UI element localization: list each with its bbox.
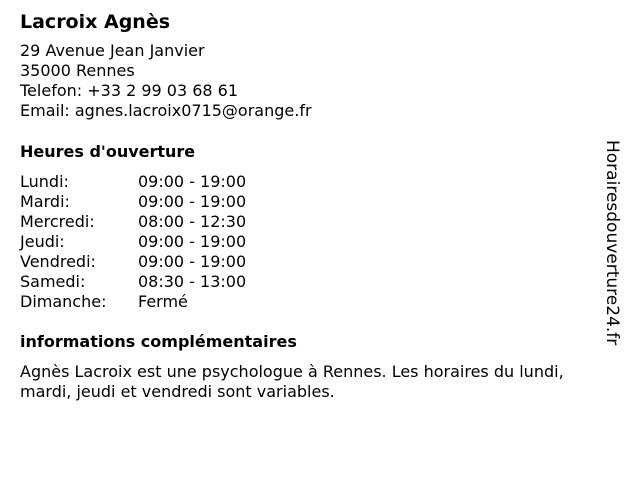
hours-time: 09:00 - 19:00 bbox=[138, 172, 247, 191]
hours-row-thursday bbox=[20, 232, 620, 252]
address-line-2: 35000 Rennes bbox=[20, 61, 135, 80]
hours-row-friday bbox=[20, 252, 620, 272]
email-line: Email: agnes.lacroix0715@orange.fr bbox=[20, 101, 312, 120]
phone-line: Telefon: +33 2 99 03 68 61 bbox=[20, 81, 239, 100]
hours-time: 09:00 - 19:00 bbox=[138, 232, 247, 251]
hours-day: Vendredi: bbox=[20, 252, 96, 271]
hours-title: Heures d'ouverture bbox=[20, 142, 196, 161]
info-title: informations complémentaires bbox=[20, 332, 297, 351]
hours-day: Samedi: bbox=[20, 272, 86, 291]
business-card bbox=[20, 10, 620, 402]
hours-day: Lundi: bbox=[20, 172, 69, 191]
hours-day: Mardi: bbox=[20, 192, 70, 211]
hours-time: 09:00 - 19:00 bbox=[138, 252, 247, 271]
hours-time: Fermé bbox=[138, 292, 188, 311]
business-name: Lacroix Agnès bbox=[20, 11, 171, 33]
hours-day: Dimanche: bbox=[20, 292, 107, 311]
hours-row-wednesday bbox=[20, 212, 620, 232]
hours-row-sunday bbox=[20, 292, 620, 312]
hours-time: 08:30 - 13:00 bbox=[138, 272, 247, 291]
hours-day: Mercredi: bbox=[20, 212, 95, 231]
hours-time: 08:00 - 12:30 bbox=[138, 212, 247, 231]
site-watermark: Horairesdouverture24.fr bbox=[602, 140, 622, 346]
hours-time: 09:00 - 19:00 bbox=[138, 192, 247, 211]
hours-row-saturday bbox=[20, 272, 620, 292]
info-text: Agnès Lacroix est une psychologue à Rennes. Les horaires du lundi, mardi, jeudi et vendredi sont variables. bbox=[20, 362, 564, 401]
address-line-1: 29 Avenue Jean Janvier bbox=[20, 41, 205, 60]
hours-row-monday bbox=[20, 172, 620, 192]
hours-day: Jeudi: bbox=[20, 232, 65, 251]
hours-row-tuesday bbox=[20, 192, 620, 212]
hours-table bbox=[20, 172, 620, 312]
